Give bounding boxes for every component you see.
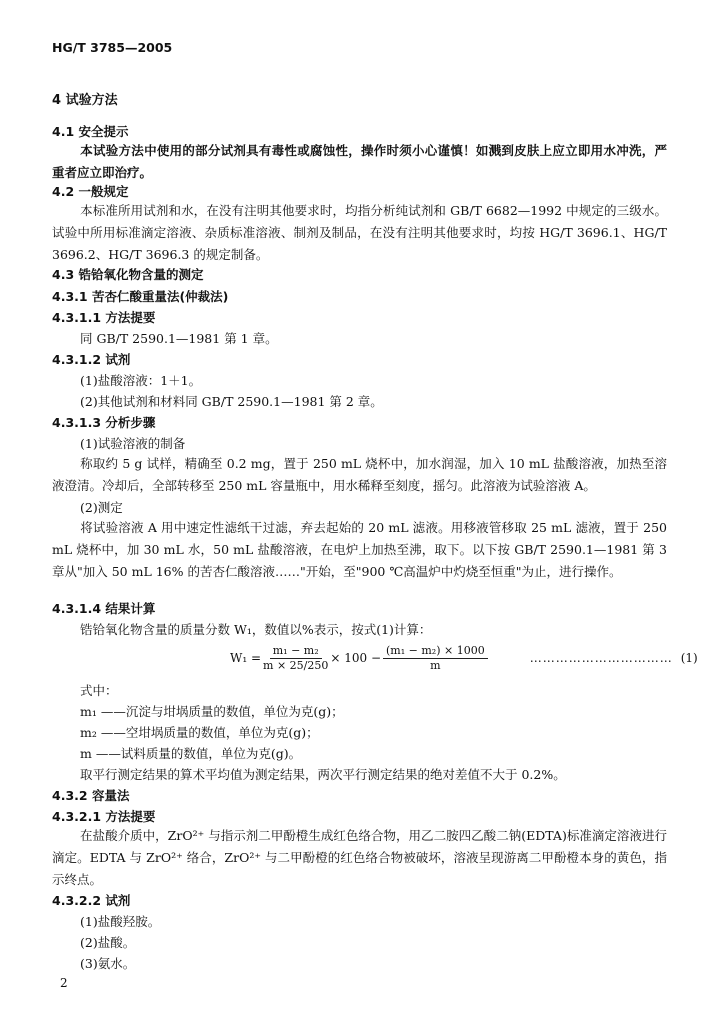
formula-fraction-2 <box>383 644 488 673</box>
reagent-item-2: (2)其他试剂和材料同 GB/T 2590.1—1981 第 2 章。 <box>80 394 383 409</box>
titration-reagent-2: (2)盐酸。 <box>80 935 136 950</box>
section-4-3-1-1-heading: 4.3.1.1 方法提要 <box>52 310 156 325</box>
variable-definition-1: m₁ ——沉淀与坩埚质量的数值，单位为克(g)； <box>80 704 344 719</box>
titration-summary-paragraph <box>52 825 667 891</box>
section-4-3-2-1-heading: 4.3.2.1 方法提要 <box>52 809 156 824</box>
titration-reagent-3: (3)氨水。 <box>80 956 136 971</box>
section-4-3-1-4-heading: 4.3.1.4 结果计算 <box>52 601 156 616</box>
formula-1 <box>230 640 698 676</box>
section-4-3-1-heading: 4.3.1 苦杏仁酸重量法(仲裁法) <box>52 289 229 304</box>
fraction-2-denominator: m <box>430 658 441 672</box>
section-4-1-heading: 4.1 安全提示 <box>52 124 129 139</box>
procedure-step-2-title: (2)测定 <box>80 500 123 515</box>
general-rules-text: 本标准所用试剂和水，在没有注明其他要求时，均指分析纯试剂和 GB/T 6682—1992 中规定的三级水。试验中所用标准滴定溶液、杂质标准溶液、制剂及制品，在没有注明其他要求时，均按 HG/T 3696.1、HG/T 3696.2、HG/T 3696.3 的规定制备。 <box>52 203 667 262</box>
document-header: HG/T 3785—2005 <box>52 40 173 55</box>
titration-reagent-1: (1)盐酸羟胺。 <box>80 914 161 929</box>
page-number: 2 <box>60 976 68 990</box>
formula-fraction-1 <box>263 644 328 673</box>
fraction-1-numerator: m₁ − m₂ <box>270 644 322 659</box>
formula-lhs: W₁ = <box>230 651 262 665</box>
wherein-label: 式中： <box>80 683 118 698</box>
section-4-3-2-heading: 4.3.2 容量法 <box>52 788 130 803</box>
formula-number: (1) <box>680 651 698 665</box>
variable-definition-3: m ——试料质量的数值，单位为克(g)。 <box>80 746 302 761</box>
formula-middle: × 100 − <box>330 651 382 665</box>
general-rules-paragraph <box>52 200 667 266</box>
section-4-heading: 4 试验方法 <box>52 93 118 108</box>
method-summary-text: 同 GB/T 2590.1—1981 第 1 章。 <box>80 331 278 346</box>
section-4-3-heading: 4.3 锆铪氧化物含量的测定 <box>52 267 204 282</box>
fraction-1-denominator: m × 25/250 <box>263 658 329 672</box>
section-4-2-heading: 4.2 一般规定 <box>52 184 129 199</box>
calc-intro-text: 锆铪氧化物含量的质量分数 W₁，数值以%表示，按式(1)计算： <box>80 622 432 637</box>
result-rule-text: 取平行测定结果的算术平均值为测定结果，两次平行测定结果的绝对差值不大于 0.2%。 <box>80 767 566 782</box>
procedure-step-2-paragraph <box>52 517 667 583</box>
procedure-step-1-title: (1)试验溶液的制备 <box>80 436 186 451</box>
section-4-3-2-2-heading: 4.3.2.2 试剂 <box>52 893 131 908</box>
formula-leader-dots: …………………………… <box>529 651 673 665</box>
section-4-3-1-2-heading: 4.3.1.2 试剂 <box>52 352 131 367</box>
fraction-2-numerator: (m₁ − m₂) × 1000 <box>383 644 488 659</box>
titration-summary-text: 在盐酸介质中，ZrO²⁺ 与指示剂二甲酚橙生成红色络合物，用乙二胺四乙酸二钠(EDTA)标准滴定溶液进行滴定。EDTA 与 ZrO²⁺ 络合，ZrO²⁺ 与二甲酚橙的红色络合物被破坏，溶液呈现游离二甲酚橙本身的黄色，指示终点。 <box>52 828 667 887</box>
procedure-step-1-paragraph <box>52 453 667 497</box>
section-4-3-1-3-heading: 4.3.1.3 分析步骤 <box>52 415 156 430</box>
safety-paragraph <box>52 140 667 184</box>
procedure-step-2-text: 将试验溶液 A 用中速定性滤纸干过滤，弃去起始的 20 mL 滤液。用移液管移取 25 mL 滤液，置于 250 mL 烧杯中，加 30 mL 水，50 mL 盐酸溶液，在电炉上加热至沸，取下。以下按 GB/T 2590.1—1981 第 3 章从"加入 50 mL 16% 的苦杏仁酸溶液……"开始，至"900 ℃高温炉中灼烧至恒重"为止，进行操作。 <box>52 520 667 579</box>
procedure-step-1-text: 称取约 5 g 试样，精确至 0.2 mg，置于 250 mL 烧杯中，加水润湿，加入 10 mL 盐酸溶液，加热至溶液澄清。冷却后，全部转移至 250 mL 容量瓶中，用水稀释至刻度，摇匀。此溶液为试验溶液 A。 <box>52 456 667 493</box>
reagent-item-1: (1)盐酸溶液：1＋1。 <box>80 373 202 388</box>
safety-text: 本试验方法中使用的部分试剂具有毒性或腐蚀性，操作时须小心谨慎！如溅到皮肤上应立即用水冲洗，严重者应立即治疗。 <box>52 143 667 180</box>
variable-definition-2: m₂ ——空坩埚质量的数值，单位为克(g)； <box>80 725 319 740</box>
